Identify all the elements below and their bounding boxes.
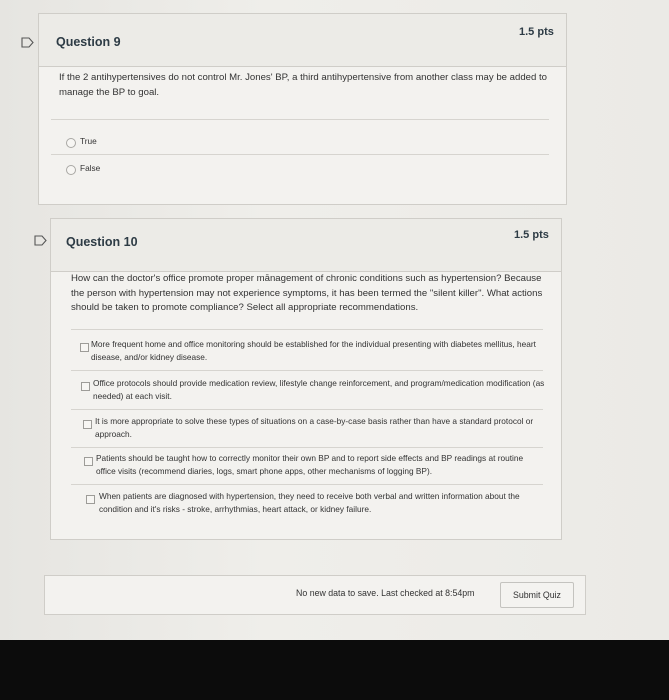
submit-quiz-button[interactable]: Submit Quiz (500, 582, 574, 608)
device-bezel (0, 640, 669, 700)
divider (51, 119, 549, 120)
quiz-footer (44, 575, 586, 615)
divider (71, 447, 543, 448)
divider (71, 329, 543, 330)
question-9-points: 1.5 pts (519, 26, 554, 38)
answer-label: When patients are diagnosed with hypertension, they need to receive both verbal and written information about the condition and it's risks - stroke, arrhythmias, heart attack, or kidney failure. (99, 491, 520, 514)
checkbox[interactable] (84, 457, 93, 466)
flag-question-icon[interactable] (34, 235, 47, 246)
divider (71, 370, 543, 371)
divider (51, 154, 549, 155)
question-9-card (38, 13, 567, 205)
question-10-points: 1.5 pts (514, 229, 549, 241)
question-9-title: Question 9 (56, 35, 121, 49)
question-10-text: How can the doctor's office promote proper mānagement of chronic conditions such as hypertension? Because the person with hypertension may not experience symptoms, it has been termed the "silent killer". What actions should be taken to promote compliance? Select all appropriate recommendations. (71, 273, 543, 313)
checkbox[interactable] (81, 382, 90, 391)
answer-label: More frequent home and office monitoring should be established for the individual presenting with diabetes mellitus, heart disease, and/or kidney disease. (91, 339, 536, 362)
question-9-text: If the 2 antihypertensives do not control Mr. Jones' BP, a third antihypertensive from another class may be added to manage the BP to goal. (59, 72, 548, 98)
question-10-header (51, 219, 561, 272)
radio-button[interactable] (66, 138, 76, 148)
checkbox[interactable] (80, 343, 89, 352)
question-10-title: Question 10 (66, 235, 138, 249)
question-9-header (39, 14, 566, 67)
answer-label: It is more appropriate to solve these types of situations on a case-by-case basis rather than have a standard protocol or approach. (95, 416, 534, 439)
divider (71, 409, 543, 410)
radio-button[interactable] (66, 165, 76, 175)
divider (71, 484, 543, 485)
checkbox[interactable] (83, 420, 92, 429)
question-10-card (50, 218, 562, 540)
answer-label: Patients should be taught how to correctly monitor their own BP and to report side effects and BP readings at routine office visits (recommend diaries, logs, smart phone apps, other mechanisms of logging BP). (96, 453, 524, 476)
checkbox[interactable] (86, 495, 95, 504)
autosave-status: No new data to save. Last checked at 8:54pm (296, 588, 475, 598)
flag-question-icon[interactable] (21, 37, 34, 48)
answer-label: Office protocols should provide medication review, lifestyle change reinforcement, and program/medication modification (as needed) at each visit. (93, 378, 545, 401)
answer-label: True (80, 136, 97, 146)
answer-label: False (80, 163, 101, 173)
